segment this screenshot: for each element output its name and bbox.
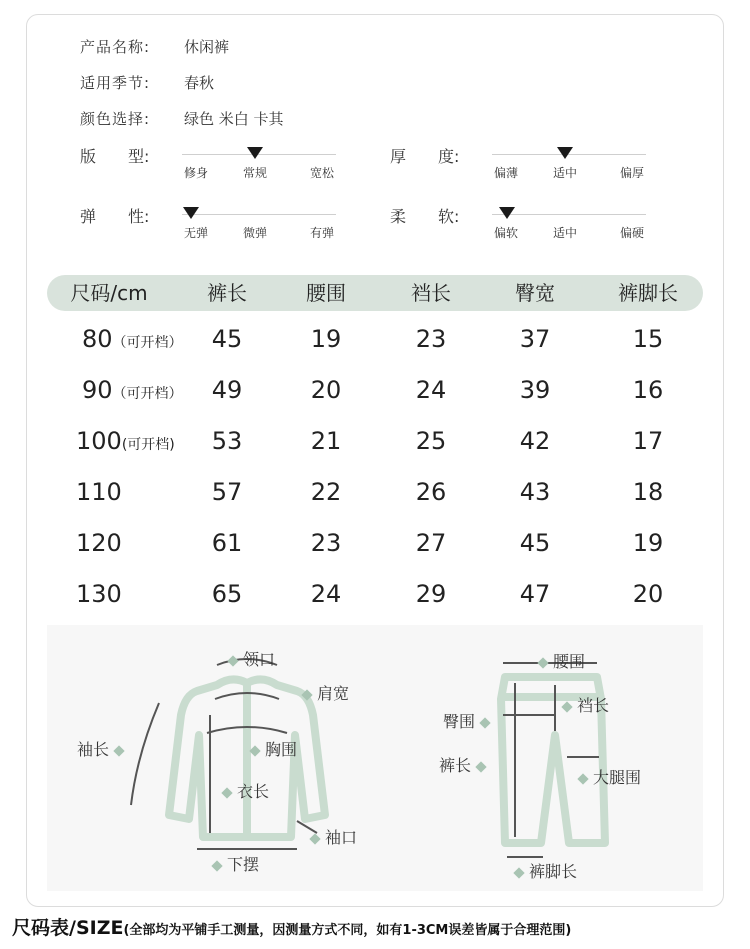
footer-note: (全部均为平铺手工测量，因测量方式不同，如有1-3CM误差皆属于合理范围) xyxy=(123,923,572,938)
diamond-icon xyxy=(221,787,232,798)
label-hip xyxy=(443,709,495,732)
size-table-header xyxy=(47,275,703,311)
size-value: 130 xyxy=(76,580,122,608)
info-value: 绿色 米白 卡其 xyxy=(184,110,284,128)
cell-pants-length: 57 xyxy=(211,478,243,506)
label-leg-opening-text: 裤脚长 xyxy=(529,862,578,881)
size-value: 90 xyxy=(82,376,113,404)
cell-pants-length: 45 xyxy=(211,325,243,353)
cell-pants-length: 53 xyxy=(211,427,243,455)
header-waist: 腰围 xyxy=(306,281,346,305)
label-thigh-text: 大腿围 xyxy=(593,768,642,787)
fit-label: 版 型: xyxy=(80,147,150,166)
label-hem-text: 下摆 xyxy=(227,855,260,874)
label-pants-length xyxy=(439,753,491,776)
info-label: 适用季节: xyxy=(80,74,151,92)
diamond-icon xyxy=(113,745,124,756)
cell-waist: 23 xyxy=(310,529,342,557)
cell-leg-opening: 17 xyxy=(632,427,664,455)
garment-illustration xyxy=(47,625,703,891)
label-length-text: 衣长 xyxy=(237,782,270,801)
label-waist-text: 腰围 xyxy=(553,652,586,671)
info-row-product-name xyxy=(80,36,229,57)
cell-leg-opening: 18 xyxy=(632,478,664,506)
fit-marker-icon xyxy=(247,147,263,159)
cell-leg-opening: 15 xyxy=(632,325,664,353)
label-rise-text: 裆长 xyxy=(577,696,610,715)
size-value: 100 xyxy=(76,427,122,455)
diamond-icon xyxy=(249,745,260,756)
elasticity-slider xyxy=(80,204,340,244)
table-row xyxy=(0,529,750,569)
cell-hip: 37 xyxy=(519,325,551,353)
label-cuff-text: 袖口 xyxy=(325,828,358,847)
elasticity-marker-icon xyxy=(183,207,199,219)
table-row xyxy=(0,427,750,467)
fit-option: 常规 xyxy=(242,166,268,180)
size-cell xyxy=(76,427,175,455)
softness-slider xyxy=(390,204,650,244)
header-size: 尺码/cm xyxy=(70,281,148,305)
label-chest-text: 胸围 xyxy=(265,740,298,759)
softness-option: 适中 xyxy=(552,226,578,240)
info-value: 春秋 xyxy=(184,74,215,92)
label-hem xyxy=(207,852,259,875)
label-sleeve-text: 袖长 xyxy=(77,740,110,759)
size-note: （可开档） xyxy=(112,335,183,351)
thickness-marker-icon xyxy=(557,147,573,159)
fit-option: 修身 xyxy=(183,166,209,180)
cell-rise: 27 xyxy=(415,529,447,557)
label-sleeve xyxy=(77,737,129,760)
size-note: （可开档） xyxy=(112,386,183,402)
table-row xyxy=(0,376,750,416)
diamond-icon xyxy=(309,833,320,844)
cell-waist: 20 xyxy=(310,376,342,404)
measurement-diagram xyxy=(47,625,703,891)
table-row xyxy=(0,325,750,365)
diamond-icon xyxy=(577,773,588,784)
cell-waist: 24 xyxy=(310,580,342,608)
size-cell xyxy=(82,325,183,353)
cell-waist: 22 xyxy=(310,478,342,506)
label-cuff xyxy=(305,825,357,848)
info-label: 产品名称: xyxy=(80,38,151,56)
softness-option: 偏硬 xyxy=(619,226,645,240)
cell-hip: 43 xyxy=(519,478,551,506)
diamond-icon xyxy=(513,867,524,878)
cell-leg-opening: 16 xyxy=(632,376,664,404)
cell-rise: 25 xyxy=(415,427,447,455)
label-shoulder-text: 肩宽 xyxy=(317,684,350,703)
label-collar-text: 领口 xyxy=(243,650,276,669)
cell-hip: 39 xyxy=(519,376,551,404)
cell-rise: 26 xyxy=(415,478,447,506)
info-label: 颜色选择: xyxy=(80,110,151,128)
header-rise: 裆长 xyxy=(411,281,451,305)
label-length xyxy=(217,779,269,802)
cell-leg-opening: 19 xyxy=(632,529,664,557)
diamond-icon xyxy=(227,655,238,666)
cell-waist: 21 xyxy=(310,427,342,455)
label-pants-length-text: 裤长 xyxy=(439,756,472,775)
elasticity-option: 有弹 xyxy=(309,226,335,240)
elasticity-option: 无弹 xyxy=(183,226,209,240)
thickness-slider xyxy=(390,144,650,184)
softness-marker-icon xyxy=(499,207,515,219)
label-waist xyxy=(533,649,585,672)
cell-rise: 23 xyxy=(415,325,447,353)
diamond-icon xyxy=(537,657,548,668)
cell-hip: 47 xyxy=(519,580,551,608)
footer-title: 尺码表/SIZE xyxy=(12,917,124,939)
fit-option: 宽松 xyxy=(309,166,335,180)
cell-rise: 24 xyxy=(415,376,447,404)
elasticity-label: 弹 性: xyxy=(80,207,150,226)
elasticity-option: 微弹 xyxy=(242,226,268,240)
diamond-icon xyxy=(211,860,222,871)
cell-pants-length: 61 xyxy=(211,529,243,557)
thickness-label: 厚 度: xyxy=(390,147,460,166)
size-note: (可开档) xyxy=(121,437,175,453)
label-shoulder xyxy=(297,681,349,704)
thickness-option: 偏厚 xyxy=(619,166,645,180)
label-chest xyxy=(245,737,297,760)
footer-caption xyxy=(12,913,571,940)
size-cell xyxy=(76,478,122,506)
diamond-icon xyxy=(561,701,572,712)
table-row xyxy=(0,478,750,518)
cell-hip: 42 xyxy=(519,427,551,455)
header-pants-length: 裤长 xyxy=(207,281,247,305)
fit-slider xyxy=(80,144,340,184)
diamond-icon xyxy=(479,717,490,728)
label-hip-text: 臀围 xyxy=(443,712,476,731)
size-cell xyxy=(82,376,183,404)
elasticity-track xyxy=(182,214,336,215)
info-row-season xyxy=(80,72,214,93)
info-value: 休闲裤 xyxy=(184,38,230,56)
cell-pants-length: 65 xyxy=(211,580,243,608)
header-hip: 臀宽 xyxy=(515,281,555,305)
size-cell xyxy=(76,580,122,608)
thickness-option: 偏薄 xyxy=(493,166,519,180)
size-cell xyxy=(76,529,122,557)
label-leg-opening xyxy=(509,859,577,882)
cell-waist: 19 xyxy=(310,325,342,353)
cell-leg-opening: 20 xyxy=(632,580,664,608)
diamond-icon xyxy=(301,689,312,700)
label-thigh xyxy=(573,765,641,788)
size-value: 80 xyxy=(82,325,113,353)
cell-rise: 29 xyxy=(415,580,447,608)
cell-pants-length: 49 xyxy=(211,376,243,404)
label-rise xyxy=(557,693,609,716)
size-value: 120 xyxy=(76,529,122,557)
label-collar xyxy=(223,647,275,670)
size-value: 110 xyxy=(76,478,122,506)
softness-option: 偏软 xyxy=(493,226,519,240)
table-row xyxy=(0,580,750,620)
softness-track xyxy=(492,214,646,215)
info-row-colors xyxy=(80,108,284,129)
cell-hip: 45 xyxy=(519,529,551,557)
diamond-icon xyxy=(475,761,486,772)
thickness-option: 适中 xyxy=(552,166,578,180)
header-leg-opening: 裤脚长 xyxy=(618,281,678,305)
softness-label: 柔 软: xyxy=(390,207,460,226)
